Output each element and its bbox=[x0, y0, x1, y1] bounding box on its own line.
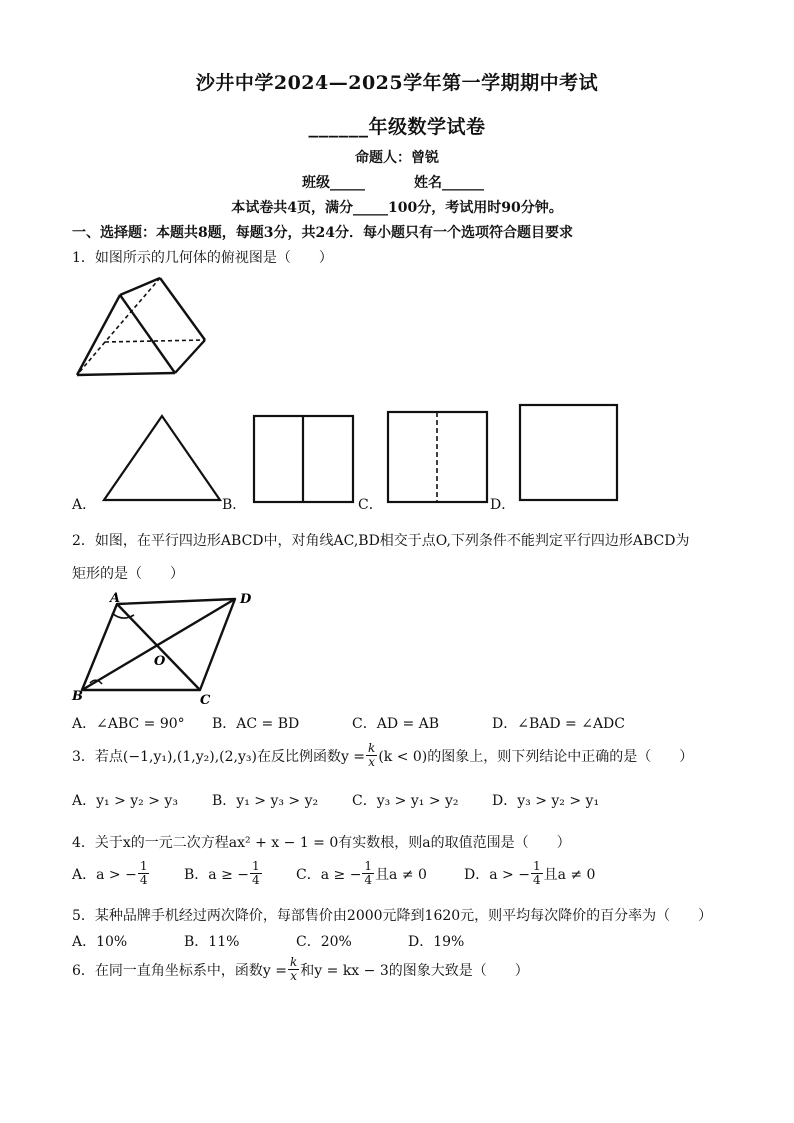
q4-option-b-fraction bbox=[250, 860, 262, 887]
q2-option-a[interactable]: A．∠ABC = 90° bbox=[72, 716, 185, 732]
frac-num: 1 bbox=[139, 859, 148, 873]
q5-option-c[interactable]: C．20% bbox=[296, 934, 352, 950]
point-c-label: C bbox=[200, 693, 211, 708]
q4-option-a[interactable] bbox=[72, 860, 150, 887]
frac-num: 1 bbox=[532, 859, 541, 873]
q6-stem-post: 和y = kx − 3的图象大致是（ ） bbox=[300, 962, 529, 979]
q3-stem-pre: 3．若点(−1,y₁),(1,y₂),(2,y₃)在反比例函数y = bbox=[72, 748, 366, 765]
point-a-label: A bbox=[110, 591, 121, 606]
q1-stem: 1．如图所示的几何体的俯视图是（ ） bbox=[72, 250, 333, 266]
q5-option-d[interactable]: D．19% bbox=[408, 934, 465, 950]
q4-option-d-fraction bbox=[531, 860, 543, 887]
q4-option-d-cond: 且a ≠ 0 bbox=[543, 866, 596, 883]
q4-option-c-cond: 且a ≠ 0 bbox=[375, 866, 427, 883]
point-d-label: D bbox=[240, 592, 252, 607]
q1-option-d[interactable]: D． bbox=[490, 497, 516, 513]
q2-option-b[interactable]: B．AC = BD bbox=[212, 716, 300, 732]
q2-option-d[interactable]: D．∠BAD = ∠ADC bbox=[492, 716, 625, 732]
q6-stem bbox=[72, 956, 529, 983]
q3-stem-post: (k < 0)的图象上，则下列结论中正确的是（ ） bbox=[378, 748, 694, 765]
q6-frac-num: k bbox=[290, 955, 298, 969]
q4-option-c[interactable] bbox=[296, 860, 427, 887]
q3-frac-num: k bbox=[368, 741, 376, 755]
q3-option-a[interactable]: A．y₁ > y₂ > y₃ bbox=[72, 793, 178, 809]
frac-num: 1 bbox=[364, 859, 373, 873]
q1-option-b[interactable]: B． bbox=[222, 497, 247, 513]
point-b-label: B bbox=[72, 689, 83, 704]
q4-option-b-text: B．a ≥ − bbox=[184, 866, 249, 883]
q3-stem bbox=[72, 742, 693, 769]
frac-den: 4 bbox=[364, 873, 373, 887]
q3-frac-den: x bbox=[368, 755, 376, 769]
q5-stem: 5．某种品牌手机经过两次降价，每部售价由2000元降到1620元，则平均每次降价的百分率为（ ） bbox=[72, 908, 713, 924]
q4-option-a-text: A．a > − bbox=[72, 866, 137, 883]
name-field: 姓名______ bbox=[414, 175, 484, 191]
q4-option-c-fraction bbox=[362, 860, 374, 887]
q4-option-d-text: D．a > − bbox=[464, 866, 530, 883]
q4-option-b[interactable] bbox=[184, 860, 263, 887]
class-field: 班级_____ bbox=[302, 175, 365, 191]
q3-option-d[interactable]: D．y₃ > y₂ > y₁ bbox=[492, 793, 600, 809]
exam-subtitle: ______年级数学试卷 bbox=[308, 116, 486, 138]
q3-option-c[interactable]: C．y₃ > y₁ > y₂ bbox=[352, 793, 459, 809]
q1-option-a[interactable]: A． bbox=[72, 497, 97, 513]
q6-stem-pre: 6．在同一直角坐标系中，函数y = bbox=[72, 962, 287, 979]
q4-option-c-text: C．a ≥ − bbox=[296, 866, 362, 883]
frac-den: 4 bbox=[532, 873, 541, 887]
exam-title: 沙井中学2024—2025学年第一学期期中考试 bbox=[195, 72, 599, 94]
q2-stem-line1: 2．如图，在平行四边形ABCD中，对角线AC,BD相交于点O,下列条件不能判定平行四边形ABCD为 bbox=[72, 533, 690, 549]
q4-option-d[interactable] bbox=[464, 860, 595, 887]
frac-den: 4 bbox=[139, 873, 148, 887]
q4-stem: 4．关于x的一元二次方程ax² + x − 1 = 0有实数根，则a的取值范围是（ ） bbox=[72, 835, 571, 851]
exam-info: 本试卷共4页，满分_____100分，考试用时90分钟。 bbox=[231, 200, 563, 216]
q1-option-c[interactable]: C． bbox=[358, 497, 383, 513]
q3-option-b[interactable]: B．y₁ > y₃ > y₂ bbox=[212, 793, 319, 809]
frac-den: 4 bbox=[252, 873, 260, 887]
q3-fraction bbox=[366, 742, 377, 769]
q6-frac-den: x bbox=[290, 969, 298, 983]
q5-option-b[interactable]: B．11% bbox=[184, 934, 240, 950]
author-line: 命题人：曾锐 bbox=[355, 150, 439, 166]
q5-option-a[interactable]: A．10% bbox=[72, 934, 128, 950]
point-o-label: O bbox=[154, 654, 166, 669]
q2-option-c[interactable]: C．AD = AB bbox=[352, 716, 440, 732]
q2-stem-line2: 矩形的是（ ） bbox=[72, 566, 184, 582]
section1-heading: 一、选择题：本题共8题，每题3分，共24分．每小题只有一个选项符合题目要求 bbox=[72, 225, 573, 241]
q4-option-a-fraction bbox=[138, 860, 150, 887]
q6-fraction bbox=[288, 956, 299, 983]
frac-num: 1 bbox=[252, 859, 260, 873]
